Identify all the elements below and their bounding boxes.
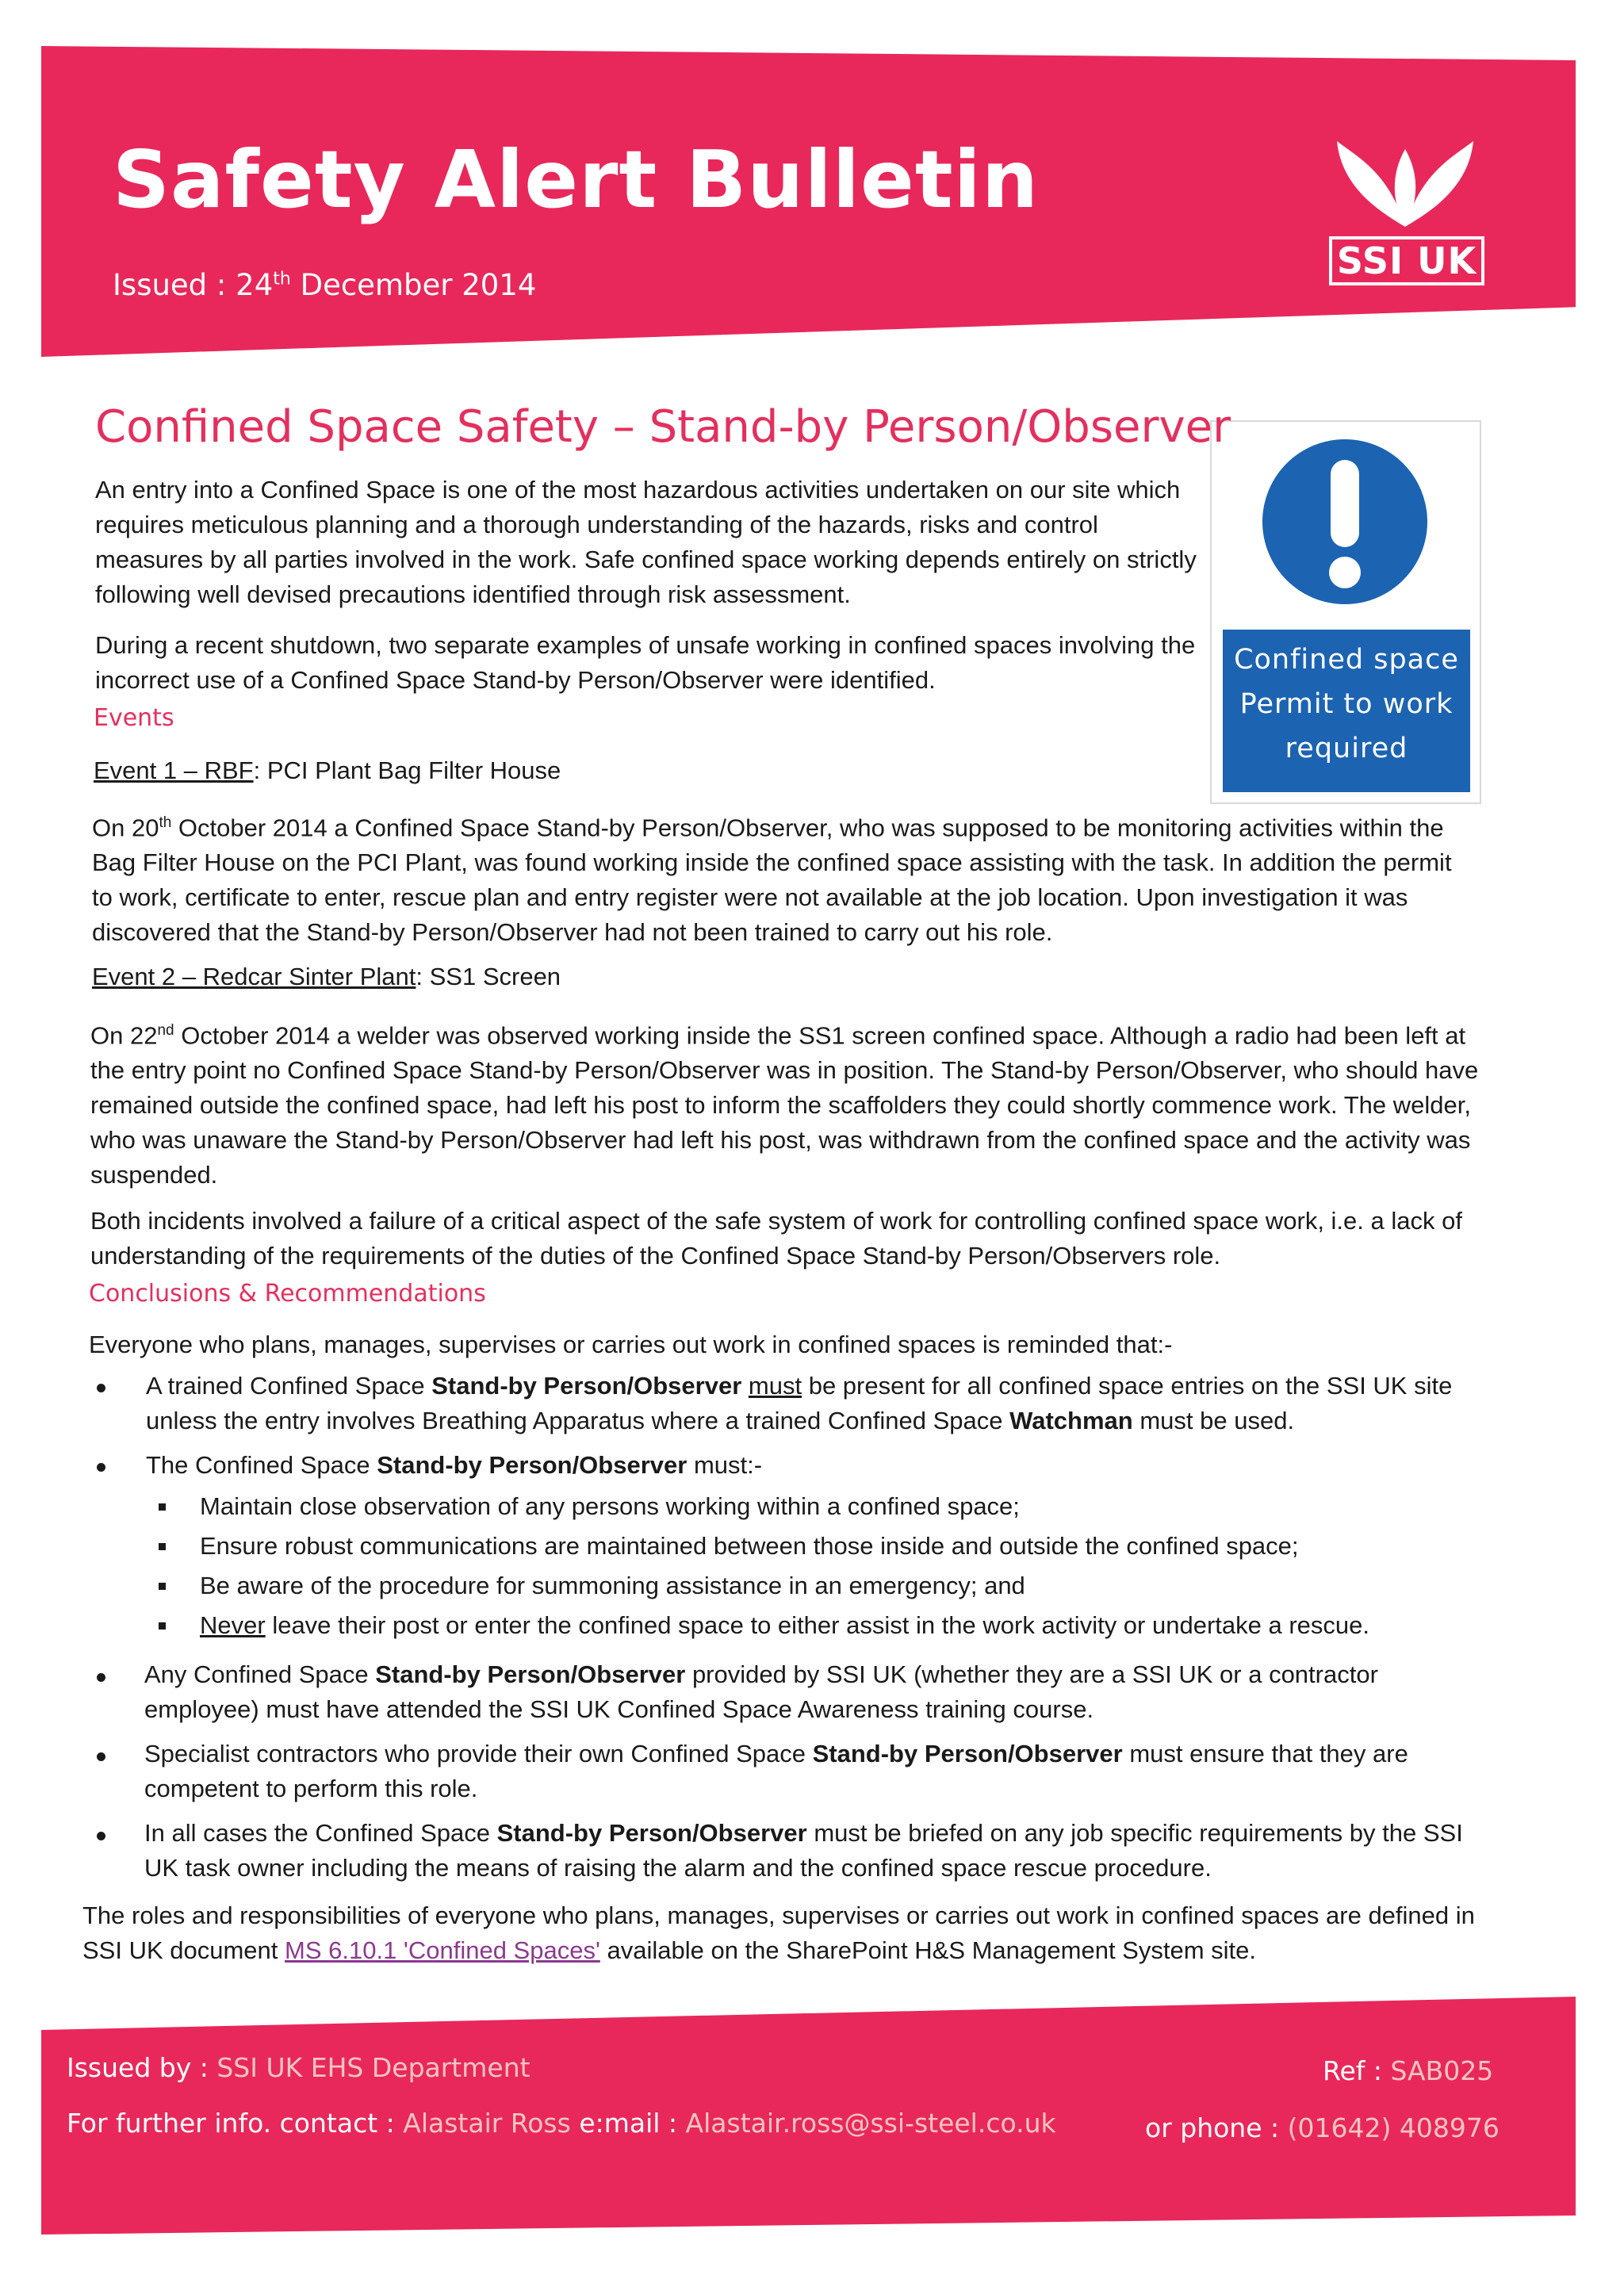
bullet-1-text: A trained Confined Space <box>146 1372 432 1400</box>
bulletin-title: Safety Alert Bulletin <box>113 133 1040 226</box>
event1-paragraph <box>92 806 1472 950</box>
bullet-1-watchman: Watchman <box>1009 1407 1133 1434</box>
email-label: e:mail : <box>570 2108 686 2139</box>
intro-paragraph: An entry into a Confined Space is one of the most hazardous activities undertaken on our site which requires meticulous planning and a thorough understanding of the hazards, risks and control measures by all parties involved in the work. Safe confined space working depends entirely on strictly following well devised precautions identified through risk assessment. <box>95 476 1197 608</box>
roles-text-2: available on the SharePoint H&S Management System site. <box>599 1936 1256 1964</box>
bullet-4-text-2: must ensure that they are competent to perform this role. <box>144 1740 1408 1802</box>
bullet-4-text: Specialist contractors who provide their own Confined Space <box>144 1740 813 1767</box>
bullet-4-bold: Stand-by Person/Observer <box>812 1740 1123 1767</box>
bullet-2-text-2: must:- <box>687 1451 763 1479</box>
bullet-4 <box>144 1737 1484 1806</box>
bullet-5 <box>144 1816 1484 1886</box>
issued-by-value: SSI UK EHS Department <box>216 2052 530 2083</box>
event2-paragraph <box>90 1013 1486 1193</box>
sub-bullet-square <box>159 1543 166 1550</box>
bullet-2-bold: Stand-by Person/Observer <box>377 1451 688 1479</box>
sign-line-3: required <box>1285 733 1408 764</box>
contact-line <box>67 2108 1056 2139</box>
event2-title: : SS1 Screen <box>416 963 561 990</box>
bullet-2-text: The Confined Space <box>146 1451 377 1479</box>
leaf-logo-icon <box>1326 133 1484 232</box>
bullet-dot <box>97 1384 105 1392</box>
event1-heading <box>94 753 561 788</box>
event1-title: : PCI Plant Bag Filter House <box>253 756 561 784</box>
bullet-3-text: Any Confined Space <box>144 1660 376 1688</box>
bullet-3-text-2: provided by SSI UK (whether they are a SSI UK or a contractor employee) must have attended the SSI UK Confined Space Awareness training course. <box>144 1660 1378 1723</box>
event1-date-sup: th <box>159 814 172 831</box>
phone-value: (01642) 408976 <box>1287 2112 1500 2143</box>
event2-label: Event 2 – Redcar Sinter Plant <box>92 963 416 990</box>
sign-line-2: Permit to work <box>1239 688 1454 720</box>
reference <box>1323 2055 1493 2086</box>
contact-label: For further info. contact : <box>67 2108 404 2139</box>
event1-body: October 2014 a Confined Space Stand-by Person/Observer, who was supposed to be monitoring activities within the Bag Filter House on the PCI Plant, was found working inside the confined space assisting with the task. In addition the permit to work, certificate to enter, rescue plan and entry register were not available at the job location. Upon investigation it was discovered that the Stand-by Person/Observer had not been trained to carry out his role. <box>92 814 1452 947</box>
sign-panel <box>1223 630 1470 792</box>
roles-paragraph <box>82 1898 1494 1968</box>
phone-label: or phone : <box>1145 2112 1288 2143</box>
event2-heading <box>92 959 561 994</box>
logo-text: SSI UK <box>1329 236 1484 285</box>
issued-sup: th <box>273 269 291 289</box>
events-heading: Events <box>94 704 174 732</box>
sub-bullet-2: Ensure robust communications are maintained between those inside and outside the confined space; <box>200 1532 1299 1560</box>
issued-rest: December 2014 <box>290 268 537 302</box>
phone-line <box>1145 2112 1500 2143</box>
bullet-1-text-2: be present for all confined space entries on the SSI UK site unless the entry involves Breathing Apparatus where a trained Confined Space <box>146 1372 1453 1434</box>
exclamation-icon <box>1259 436 1431 607</box>
event2-body: October 2014 a welder was observed working inside the SS1 screen confined space. Although a radio had been left at the entry point no Confined Space Stand-by Person/Observer was in position. The Stand-by Person/Observer, who should have remained outside the confined space, had left his post to inform the scaffolders they could shortly commence work. The welder, who was unaware the Stand-by Person/Observer had left his post, was withdrawn from the confined space and the activity was suspended. <box>90 1021 1479 1189</box>
bullet-3-bold: Stand-by Person/Observer <box>375 1660 686 1688</box>
ms-6-10-1-link[interactable]: MS 6.10.1 'Confined Spaces' <box>285 1936 600 1964</box>
conclusions-heading: Conclusions & Recommendations <box>89 1280 486 1308</box>
event1-label: Event 1 – RBF <box>94 756 254 784</box>
sub-bullet-4-never: Never <box>200 1611 266 1639</box>
bullet-5-text-2: must be briefed on any job specific requirements by the SSI UK task owner including the means of raising the alarm and the confined space rescue procedure. <box>144 1819 1463 1882</box>
bullet-1 <box>146 1369 1486 1438</box>
bullet-dot <box>97 1673 105 1682</box>
issued-by-label: Issued by : <box>67 2052 217 2083</box>
ssi-uk-logo <box>1326 133 1484 284</box>
bullet-3 <box>144 1657 1484 1727</box>
sub-bullet-4-text: leave their post or enter the confined space to either assist in the work activity or undertake a rescue. <box>265 1611 1369 1639</box>
bullet-1-bold: Stand-by Person/Observer <box>431 1372 742 1400</box>
sub-bullet-3: Be aware of the procedure for summoning assistance in an emergency; and <box>200 1572 1025 1599</box>
shutdown-paragraph: During a recent shutdown, two separate examples of unsafe working in confined spaces involving the incorrect use of a Confined Space Stand-by Person/Observer were identified. <box>95 631 1196 694</box>
bullet-5-text: In all cases the Confined Space <box>144 1819 497 1847</box>
both-incidents-paragraph: Both incidents involved a failure of a critical aspect of the safe system of work for controlling confined space work, i.e. a lack of understanding of the requirements of the duties of the Confined Space Stand-by Person/Observers role. <box>90 1207 1462 1270</box>
confined-space-sign <box>1210 420 1481 804</box>
issued-label: Issued : 24 <box>113 268 274 302</box>
sub-bullet-4 <box>200 1608 1500 1643</box>
event2-date: On 22 <box>90 1021 158 1050</box>
bullet-5-bold: Stand-by Person/Observer <box>496 1819 807 1847</box>
issued-by <box>67 2052 530 2083</box>
contact-name: Alastair Ross <box>403 2108 571 2139</box>
sign-line-1: Confined space <box>1234 644 1459 676</box>
email-value[interactable]: Alastair.ross@ssi-steel.co.uk <box>685 2108 1056 2139</box>
bullet-dot <box>97 1752 105 1761</box>
event1-date: On 20 <box>92 814 159 842</box>
bullet-1-must: must <box>748 1372 802 1400</box>
ref-value: SAB025 <box>1390 2055 1494 2086</box>
sub-bullet-square <box>159 1622 166 1630</box>
sub-bullet-1: Maintain close observation of any persons working within a confined space; <box>200 1492 1020 1520</box>
everyone-paragraph: Everyone who plans, manages, supervises or carries out work in confined spaces is reminded that:- <box>89 1331 1173 1358</box>
bullet-1-space <box>741 1372 749 1400</box>
sub-bullet-square <box>159 1583 166 1590</box>
bullet-dot <box>97 1463 105 1472</box>
roles-text: The roles and responsibilities of everyone who plans, manages, supervises or carries out work in confined spaces are defined in SSI UK document <box>82 1901 1475 1964</box>
issued-date <box>113 268 536 302</box>
event2-date-sup: nd <box>157 1022 174 1039</box>
sub-bullet-square <box>159 1503 166 1511</box>
bullet-2 <box>146 1448 1486 1483</box>
ref-label: Ref : <box>1323 2055 1391 2086</box>
article-title: Confined Space Safety – Stand-by Person/Observer <box>95 401 1231 453</box>
bullet-dot <box>97 1832 105 1840</box>
bullet-1-text-3: must be used. <box>1132 1407 1295 1434</box>
